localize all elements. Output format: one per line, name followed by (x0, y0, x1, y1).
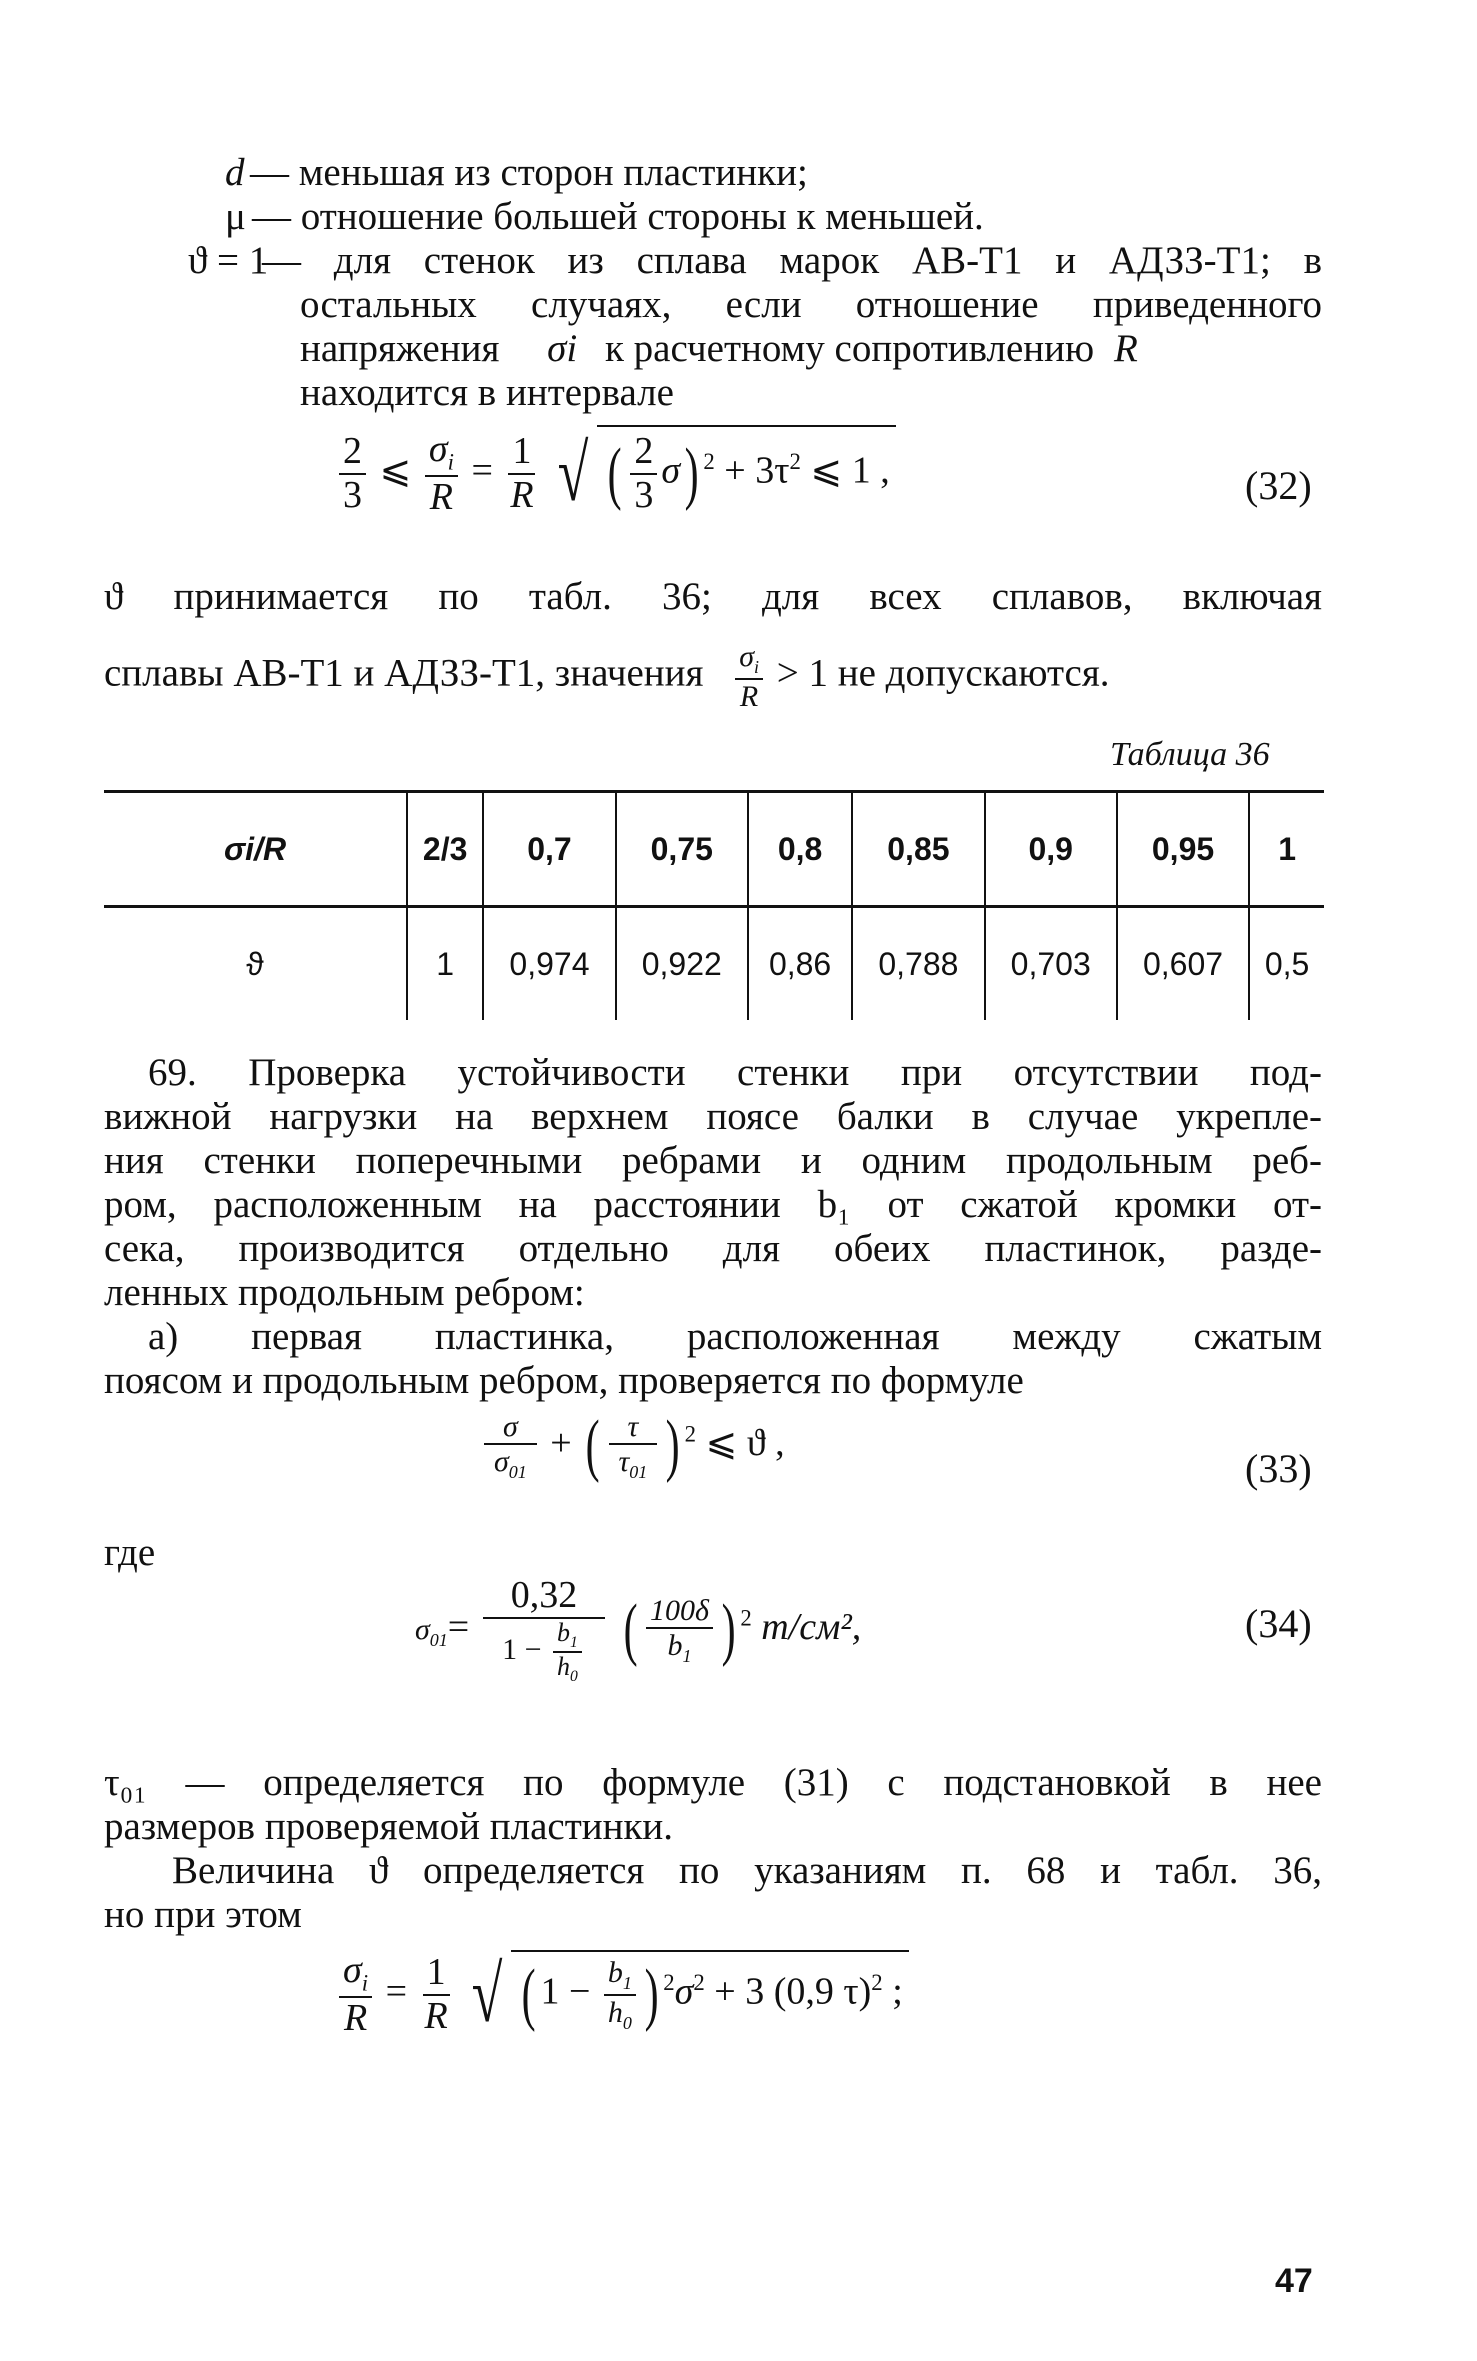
def-theta-line3-b: σi (547, 327, 578, 370)
table-cell: 0,607 (1117, 907, 1249, 1021)
def-mu-symbol: μ (225, 195, 246, 238)
para-theta-line2: сплавы АВ-Т1 и АДЗЗ-Т1, значения $\frac{\sigma_i}{R}$ > 1 не допускаются. (104, 640, 1110, 713)
table-header-cell: 0,7 (483, 792, 615, 907)
table-row (104, 907, 1324, 1021)
table-header-cell: 0,85 (852, 792, 984, 907)
para-theta-line2-b: > 1 не допускаются. (776, 651, 1110, 695)
equation-33-number: (33) (1245, 1446, 1312, 1491)
table-caption: Таблица 36 (1110, 736, 1270, 773)
table-header-cell: 0,95 (1117, 792, 1249, 907)
value-para-line2: но при этом (104, 1893, 302, 1936)
table-cell: 0,788 (852, 907, 984, 1021)
def-theta-line1: — для стенок из сплава марок АВ-Т1 и АДЗЗ-Т1; в (262, 239, 1322, 282)
table-header-cell: 1 (1249, 792, 1324, 907)
def-theta-line4: находится в интервале (300, 371, 674, 414)
para69-line2: вижной нагрузки на верхнем поясе балки в случае укрепле- (104, 1095, 1322, 1138)
para69-line7: а) первая пластинка, расположенная между сжатым (148, 1315, 1322, 1358)
para-theta-line2-a: сплавы АВ-Т1 и АДЗЗ-Т1, значения (104, 651, 704, 695)
def-theta-line2: остальных случаях, если отношение приведенного (300, 283, 1322, 326)
equation-33: $\frac{\sigma}{\sigma_{01}}$ + ( $\frac{\tau}{\tau_{01}}$ ) $^2$ ⩽ ϑ , (480, 1410, 785, 1483)
tau-def-line2: размеров проверяемой пластинки. (104, 1805, 674, 1848)
tau-def-line1: τ₀₁ — определяется по формуле (31) с подстановкой в нее (104, 1761, 1322, 1804)
table-header-row (104, 792, 1324, 907)
equation-34-number: (34) (1245, 1601, 1312, 1646)
para69-line1: 69. Проверка устойчивости стенки при отсутствии под- (148, 1051, 1322, 1094)
table-cell: 0,922 (616, 907, 748, 1021)
table-header-cell: 0,75 (616, 792, 748, 907)
equation-sigma-i: $\frac{\sigma_i}{R}$ = $\frac{1}{R}$ √ ( 1 − $\frac{b_1}{h_0}$ ) $^2\sigma^2 + 3$ (0,9 τ)$^2$ ; (335, 1950, 909, 2040)
para69-line6: ленных продольным ребром: (104, 1271, 585, 1314)
def-theta-line3 (300, 326, 1322, 372)
para69-line3: ния стенки поперечными ребрами и одним продольным реб- (104, 1139, 1322, 1182)
table-header-cell: 0,9 (985, 792, 1117, 907)
equation-34: $\sigma_{01}=$ 0,32 1 − $\frac{b_1}{h_0}$ ( $\frac{100\delta}{b_1}$ ) $^2$ т/см², (415, 1574, 862, 1686)
def-theta-line3-c: к расчетному сопротивлению (604, 327, 1095, 370)
where-label: где (104, 1531, 156, 1574)
page-number: 47 (1275, 2262, 1313, 2300)
value-para-line1: Величина ϑ определяется по указаниям п. 68 и табл. 36, (172, 1849, 1322, 1892)
para69-line8: поясом и продольным ребром, проверяется по формуле (104, 1359, 1024, 1402)
def-d-text: — меньшая из сторон пластинки; (250, 151, 808, 194)
def-theta-symbol: ϑ = 1 (188, 239, 269, 282)
table-cell: 0,703 (985, 907, 1117, 1021)
table-cell: 0,974 (483, 907, 615, 1021)
para-theta-line1: ϑ принимается по табл. 36; для всех сплавов, включая (104, 575, 1322, 618)
def-mu-text: — отношение большей стороны к меньшей. (252, 195, 984, 238)
def-theta-line3-d: R (1113, 327, 1138, 370)
def-d-symbol: d (225, 151, 245, 194)
def-theta-line3-a: напряжения (300, 327, 500, 370)
table-header-label: σi/R (223, 830, 287, 867)
equation-32: $\frac{2}{3}$ ⩽ $\frac{\sigma_i}{R}$ = $\frac{1}{R}$ √ ( $\frac{2}{3}$ σ) $^2 + 3\tau^2$ ⩽ 1 , (335, 425, 896, 519)
table-cell: 1 (407, 907, 483, 1021)
para69-line5: сека, производится отдельно для обеих пластинок, разде- (104, 1227, 1322, 1270)
table-header-cell: 2/3 (407, 792, 483, 907)
equation-34-coef: 0,32 (483, 1575, 606, 1619)
table-row-label: ϑ (246, 945, 264, 982)
equation-34-units: т/см², (761, 1605, 862, 1648)
table-cell: 0,86 (748, 907, 852, 1021)
para69-line4: ром, расположенным на расстоянии b₁ от сжатой кромки от- (104, 1183, 1322, 1226)
equation-32-number: (32) (1245, 463, 1312, 508)
table-36 (104, 790, 1324, 1020)
table-cell: 0,5 (1249, 907, 1324, 1021)
table-header-cell: 0,8 (748, 792, 852, 907)
